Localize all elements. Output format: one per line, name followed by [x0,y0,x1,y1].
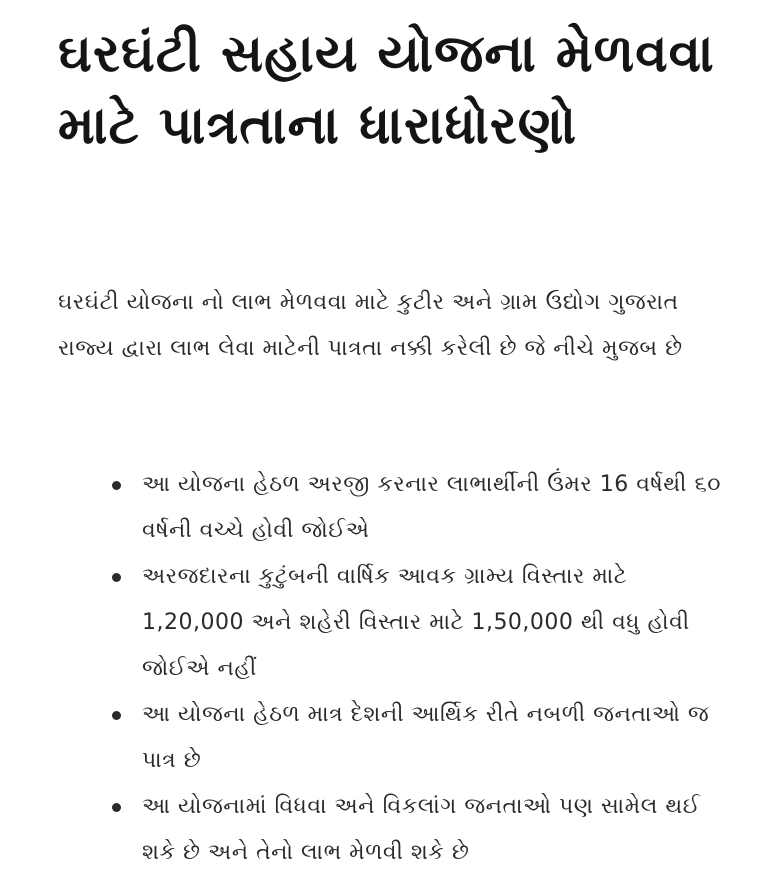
list-item-text: આ યોજના હેઠળ માત્ર દેશની આર્થિક રીતે નબળી જનતાઓ જ પાત્ર છે [142,702,710,773]
list-item-text: આ યોજના હેઠળ અરજી કરનાર લાભાર્થીની ઉંમર 16 વર્ષથી ૬૦ વર્ષની વચ્ચે હોવી જોઈએ [142,472,722,543]
list-item-text: અરજદારના કુટુંબની વાર્ષિક આવક ગ્રામ્ય વિસ્તાર માટે 1,20,000 અને શહેરી વિસ્તાર માટે 1,50,000 થી વધુ હોવી જોઈએ નહીં [142,564,690,681]
intro-paragraph: ઘરઘંટી યોજના નો લાભ મેળવવા માટે કુટીર અને ગ્રામ ઉદ્યોગ ગુજરાત રાજ્ય દ્વારા લાભ લેવા માટેની પાત્રતા નક્કી કરેલી છે જે નીચે મુજબ છે [58,290,683,361]
list-item-text: આ યોજનામાં વિધવા અને વિકલાંગ જનતાઓ પણ સામેલ થઈ શકે છે અને તેનો લાભ મેળવી શકે છે [142,794,701,865]
page-title: ઘરઘંટી સહાય યોજના મેળવવા માટે પાત્રતાના ધારાધોરણો [58,24,715,156]
eligibility-criteria-list [112,462,732,876]
bullet-icon [112,481,121,490]
list-item [112,692,732,784]
bullet-icon [112,573,121,582]
bullet-icon [112,803,121,812]
list-item [112,554,732,692]
bullet-icon [112,711,121,720]
list-item [112,462,732,554]
list-item [112,784,732,876]
